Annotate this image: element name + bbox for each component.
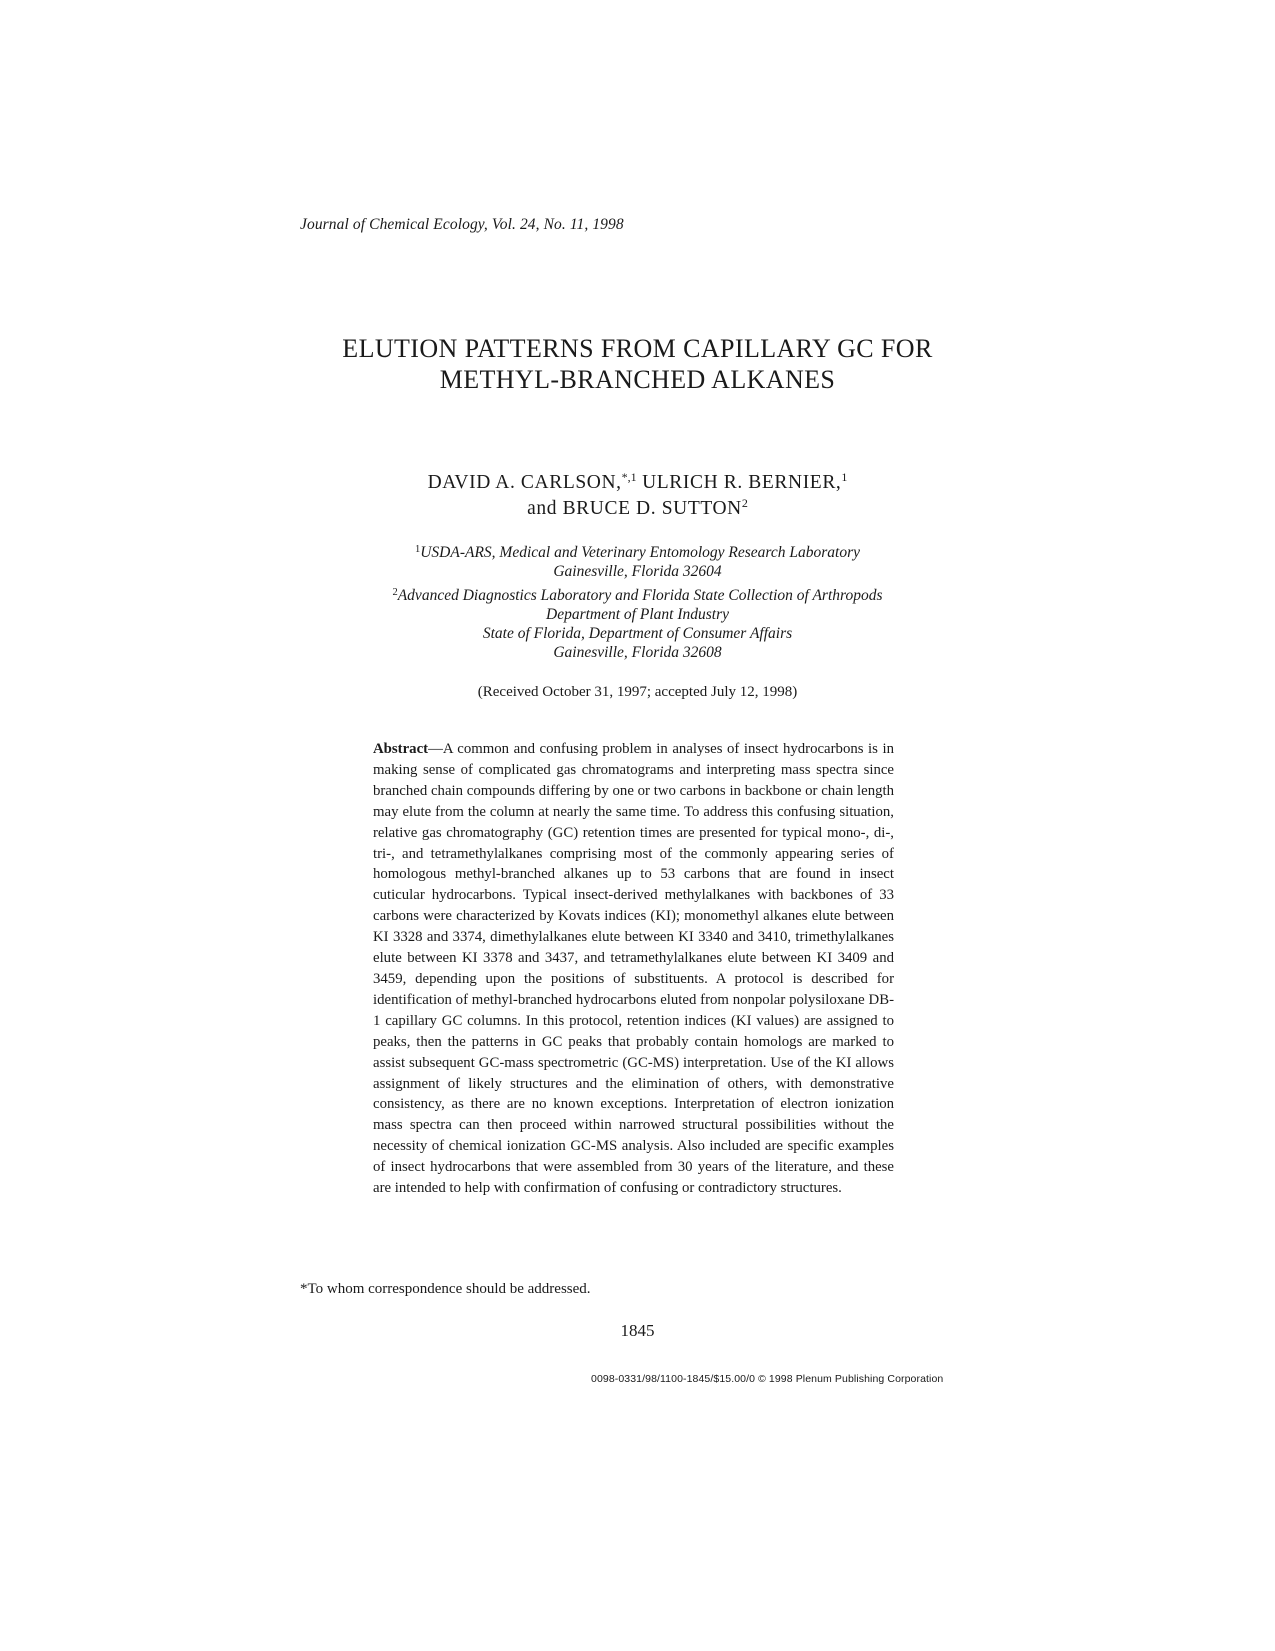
title-line-2: METHYL-BRANCHED ALKANES [439,365,836,394]
affiliation-marker: 2 [392,587,398,598]
abstract-label: Abstract [373,741,429,757]
author-line-1 [0,470,1275,496]
abstract [373,739,894,1199]
title-line-1: ELUTION PATTERNS FROM CAPILLARY GC FOR [342,334,933,363]
received-dates: (Received October 31, 1997; accepted July 12, 1998) [477,684,798,700]
affiliation-1-line-1: $^1$USDA-ARS, Medical and Veterinary Entomology Research Laboratory [414,544,861,561]
affiliation-marker: 1 [414,544,421,555]
abstract-text: —A common and confusing problem in analyses of insect hydrocarbons is in making sense of complicated gas chromatograms and interpreting mass spectra since branched chain compounds differing by one or two carbons in backbone or chain length may elute from the column at nearly the same time. To address this confusing situation, relative gas chromatography (GC) retention times are presented for typical mono-, di-, tri-, and tetramethylalkanes comprising most of the commonly appearing series of homologous methyl-branched alkanes up to 53 carbons that are found in insect cuticular hydrocarbons. Typical insect-derived methylalkanes with backbones of 33 carbons were characterized by Kovats indices (KI); monomethyl alkanes elute between KI 3328 and 3374, dimethylalkanes elute between KI 3340 and 3410, trimethylalkanes elute between KI 3378 and 3437, and tetramethylalkanes elute between KI 3409 and 3459, depending upon the positions of substituents. A protocol is described for identification of methyl-branched hydrocarbons eluted from nonpolar polysiloxane DB-1 capillary GC columns. In this protocol, retention indices (KI values) are assigned to peaks, then the patterns in GC peaks that probably contain homologs are marked to assist subsequent GC-mass spectrometric (GC-MS) interpretation. Use of the KI allows assignment of likely structures and the elimination of others, with demonstrative consistency, as there are no known exceptions. Interpretation of electron ionization mass spectra can then proceed within narrowed structural possibilities without the necessity of chemical ionization GC-MS analysis. Also included are specific examples of insect hydrocarbons that were assembled from 30 years of the literature, and these are intended to help with confirmation of confusing or contradictory structures. [373,741,894,1197]
affiliation-2-line-3: State of Florida, Department of Consumer Affairs [482,625,793,642]
affiliation-2-line-2: Department of Plant Industry [546,606,729,623]
correspondence-footnote: *To whom correspondence should be addressed. [300,1281,591,1297]
author-marker: *,1 [621,470,637,484]
author-marker: 2 [741,496,748,510]
affiliation-2-line-4: Gainesville, Florida 32608 [553,644,722,661]
affiliation-2-line-1: $^2$Advanced Diagnostics Laboratory and Florida State Collection of Arthropods [392,587,883,604]
author-name: ULRICH R. BERNIER, [642,472,842,493]
journal-citation: Journal of Chemical Ecology, Vol. 24, No. 11, 1998 [300,216,624,233]
copyright-line: 0098-0331/98/1100-1845/$15.00/0 © 1998 Plenum Publishing Corporation [591,1373,944,1385]
page-number: 1845 [620,1321,655,1340]
affiliation-1-line-2: Gainesville, Florida 32604 [553,563,722,580]
author-list [0,470,1275,522]
author-marker: 1 [841,470,848,484]
author-name: and BRUCE D. SUTTON [527,498,742,519]
author-name: DAVID A. CARLSON, [427,472,622,493]
article-title [0,333,1275,395]
author-line-2 [0,496,1275,522]
affiliations [0,543,1275,662]
